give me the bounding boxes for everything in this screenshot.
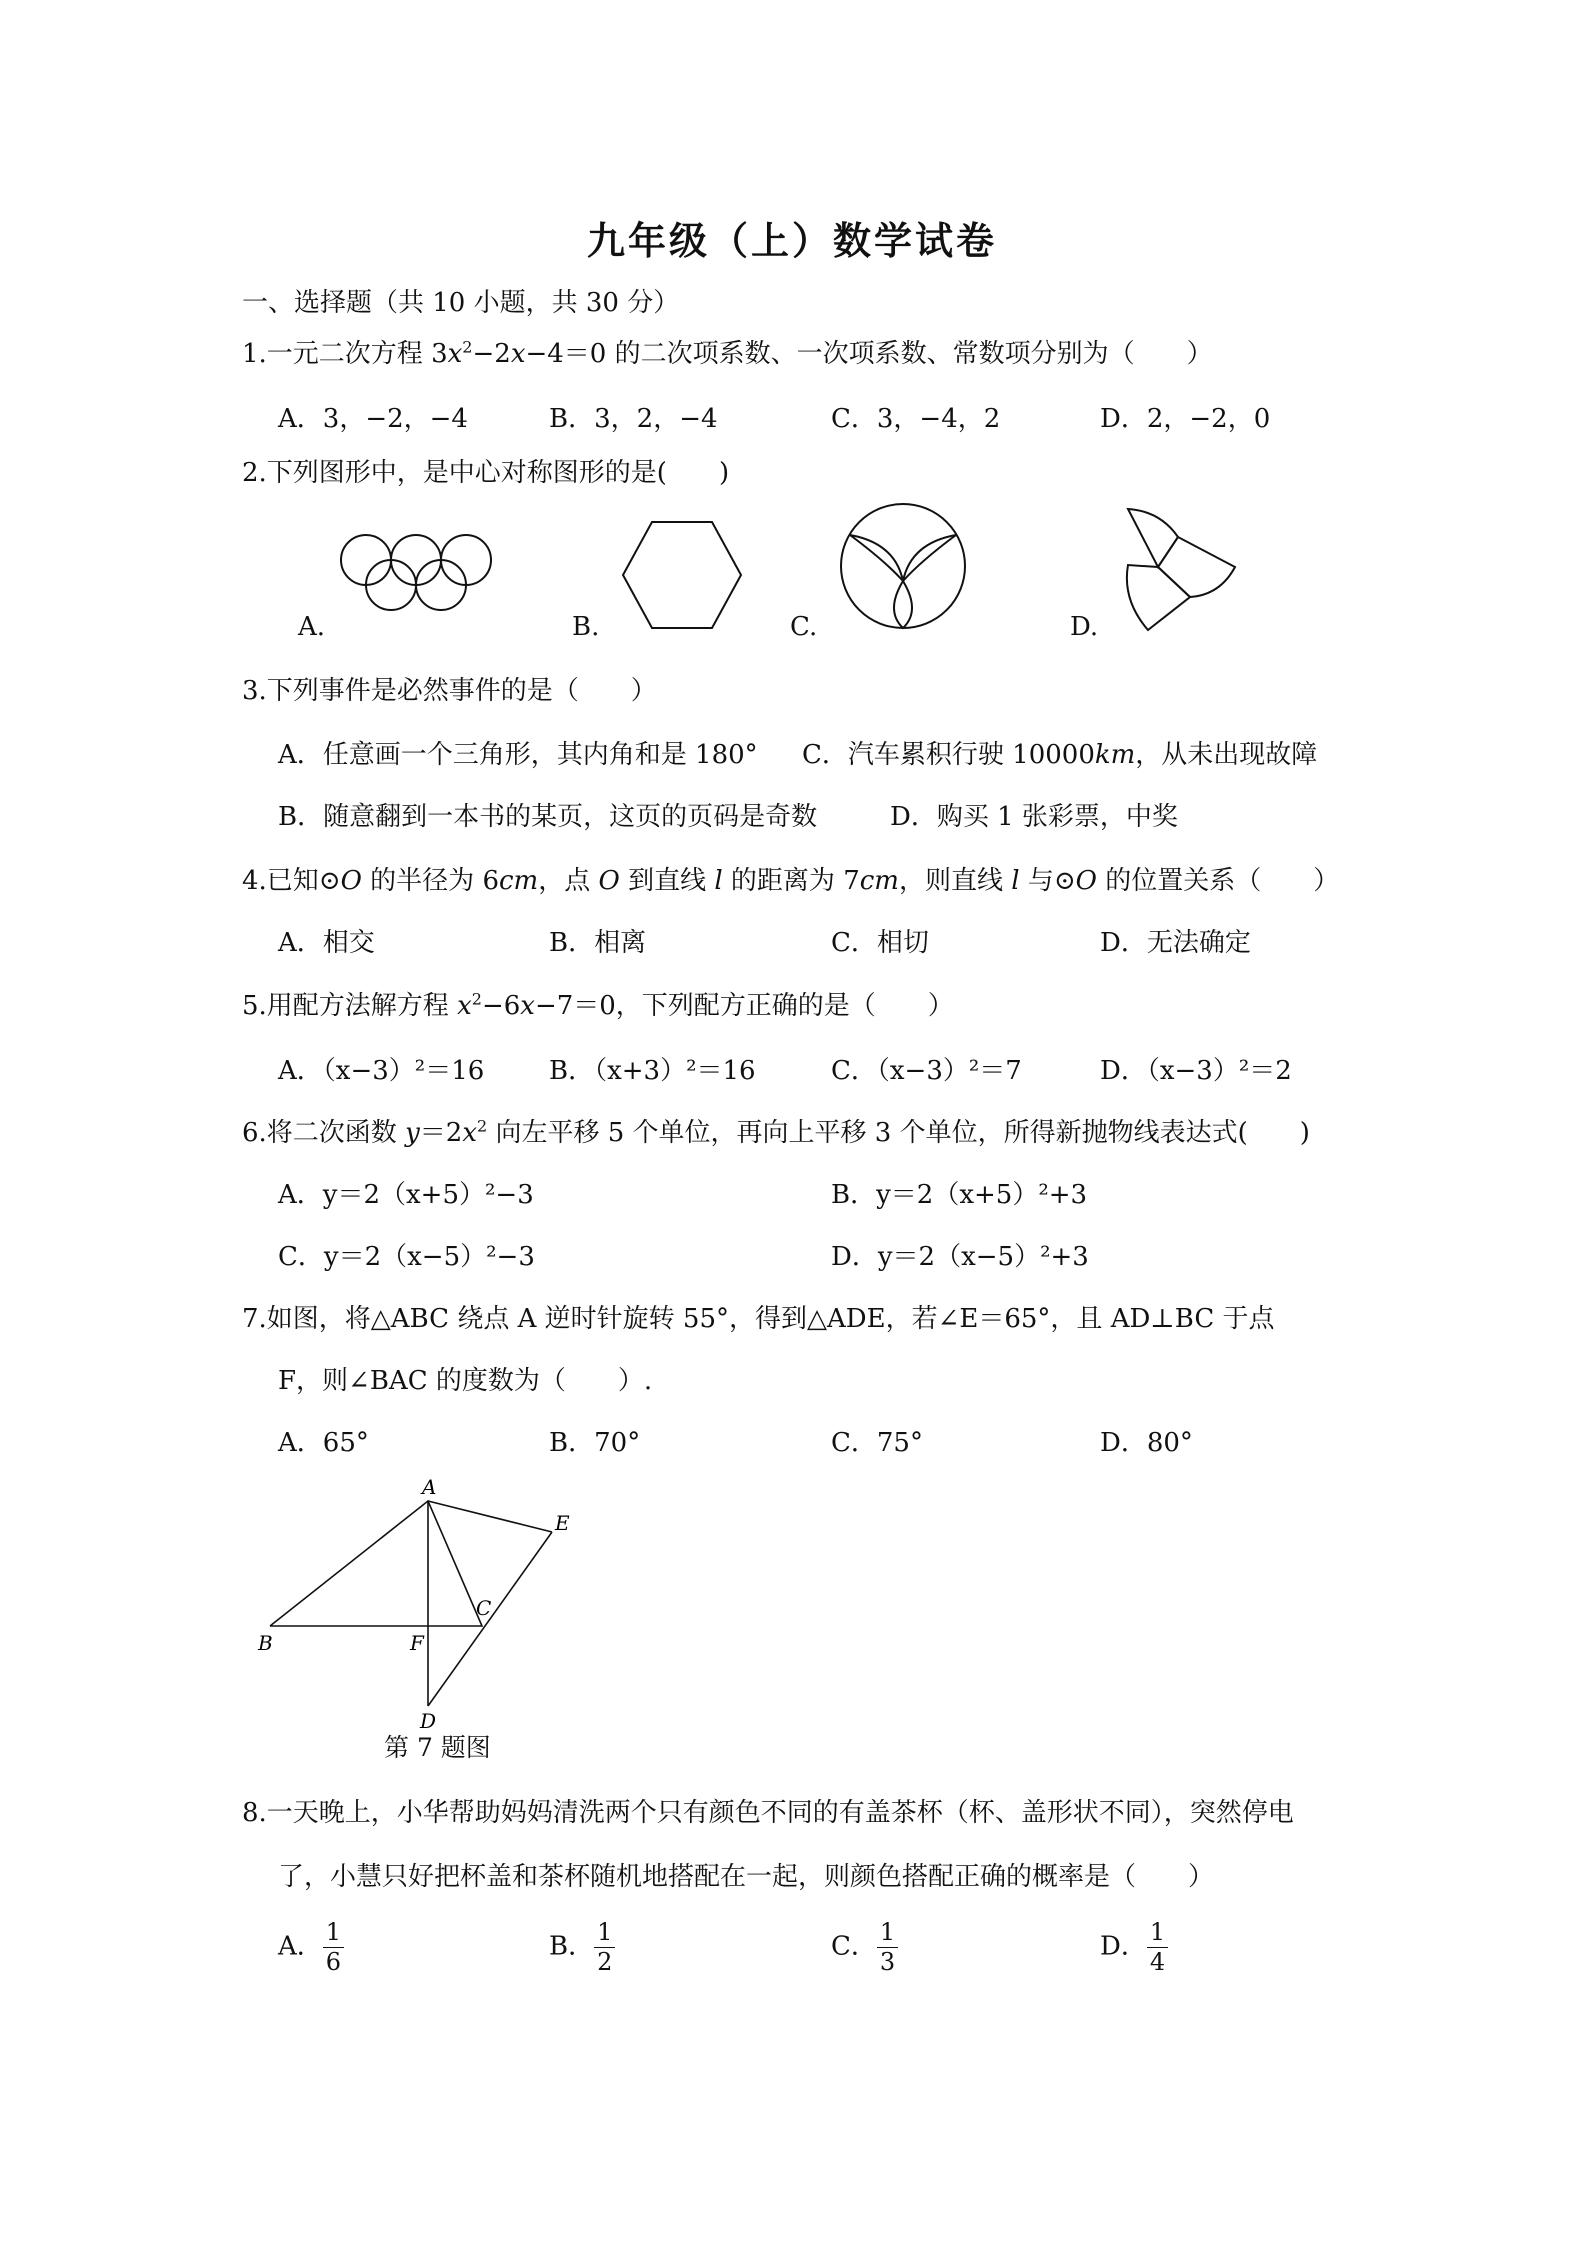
fraction-1-3: $\frac{1}{3}$ [877,1918,898,1977]
q6-option-d[interactable]: D．y＝2（x−5）²+3 [831,1242,1089,1272]
question-5-stem: 5.用配方法解方程 $x^2-6x-7=0$，下列配方正确的是（ ） [242,989,954,1021]
question-4-stem: 4.已知⊙O 的半径为 6cm，点 O 到直线 l 的距离为 7cm，则直线 l 与⊙O 的位置关系（ ） [242,866,1340,896]
q4-option-c[interactable]: C．相切 [831,928,929,958]
q7-option-d[interactable]: D．80° [1100,1428,1193,1458]
q6-option-c[interactable]: C．y＝2（x−5）²−3 [278,1242,535,1272]
pinwheel-figure[interactable] [1120,505,1240,635]
question-8-line2: 了，小慧只好把杯盖和茶杯随机地搭配在一起，则颜色搭配正确的概率是（ ） [278,1862,1215,1892]
q7-option-c[interactable]: C．75° [831,1428,923,1458]
q2-label-a: A. [298,612,326,642]
olympic-rings-figure[interactable] [340,525,540,625]
q5-option-d[interactable]: D．（x−3）²＝2 [1100,1056,1292,1086]
question-8-line1: 8.一天晚上，小华帮助妈妈清洗两个只有颜色不同的有盖茶杯（杯、盖形状不同），突然停电 [242,1798,1294,1828]
q5-option-b[interactable]: B．（x+3）²＝16 [549,1056,756,1086]
q8-option-c[interactable]: C． $\frac{1}{3}$ [831,1918,898,1977]
q7-option-b[interactable]: B．70° [549,1428,641,1458]
section-heading: 一、选择题（共 10 小题，共 30 分） [242,288,680,318]
hexagon-figure[interactable] [620,515,750,635]
q3-option-c[interactable]: C．汽车累积行驶 10000km，从未出现故障 [802,740,1318,770]
q4-option-b[interactable]: B．相离 [549,928,647,958]
q8-option-b[interactable]: B． $\frac{1}{2}$ [549,1918,615,1977]
q2-label-d: D. [1070,612,1099,642]
q4-option-d[interactable]: D．无法确定 [1100,928,1251,958]
fig-label-a: A [422,1475,437,1499]
fraction-1-2: $\frac{1}{2}$ [594,1918,615,1977]
q1-option-d[interactable]: D．2，−2，0 [1100,404,1271,434]
q6-option-b[interactable]: B．y＝2（x+5）²+3 [831,1180,1088,1210]
fig-label-d: D [420,1709,437,1733]
q1-option-a[interactable]: A．3，−2，−4 [278,404,468,434]
fig-label-c: C [476,1596,492,1620]
q7-option-a[interactable]: A．65° [278,1428,369,1458]
triangle-rotation-figure [250,1475,590,1740]
fig-label-b: B [258,1631,273,1655]
q8-option-d[interactable]: D． $\frac{1}{4}$ [1100,1918,1168,1977]
question-2-stem: 2.下列图形中，是中心对称图形的是( ) [242,458,730,488]
figure-7-caption: 第 7 题图 [384,1733,491,1762]
question-6-stem: 6.将二次函数 $y=2x^2$ 向左平移 5 个单位，再向上平移 3 个单位，所得新抛物线表达式( ) [242,1116,1310,1148]
fig-label-e: E [555,1511,570,1535]
question-3-stem: 3.下列事件是必然事件的是（ ） [242,676,657,706]
question-7-line2: F，则∠BAC 的度数为（ ）. [278,1366,653,1396]
q2-label-c: C. [790,612,818,642]
q3-option-a[interactable]: A．任意画一个三角形，其内角和是 180° [278,740,758,770]
q1-option-b[interactable]: B．3，2，−4 [549,404,718,434]
q2-label-b: B. [572,612,600,642]
fraction-1-4: $\frac{1}{4}$ [1147,1918,1168,1977]
question-7-line1: 7.如图，将△ABC 绕点 A 逆时针旋转 55°，得到△ADE，若∠E＝65°，且 AD⊥BC 于点 [242,1304,1275,1334]
circle-trefoil-figure[interactable] [840,503,970,633]
q5-option-c[interactable]: C．（x−3）²＝7 [831,1056,1022,1086]
fig-label-f: F [410,1631,424,1655]
q4-option-a[interactable]: A．相交 [278,928,375,958]
q8-option-a[interactable]: A． $\frac{1}{6}$ [278,1918,344,1977]
page-title: 九年级（上）数学试卷 [587,218,998,263]
fraction-1-6: $\frac{1}{6}$ [323,1918,344,1977]
q6-option-a[interactable]: A．y＝2（x+5）²−3 [278,1180,534,1210]
q3-option-b[interactable]: B．随意翻到一本书的某页，这页的页码是奇数 [278,802,818,832]
q5-option-a[interactable]: A．（x−3）²＝16 [278,1056,485,1086]
question-1-stem: 1.一元二次方程 $3x^2-2x-4=0$ 的二次项系数、一次项系数、常数项分别为（ ） [242,337,1213,369]
q1-option-c[interactable]: C．3，−4，2 [831,404,1001,434]
q3-option-d[interactable]: D．购买 1 张彩票，中奖 [890,802,1178,832]
